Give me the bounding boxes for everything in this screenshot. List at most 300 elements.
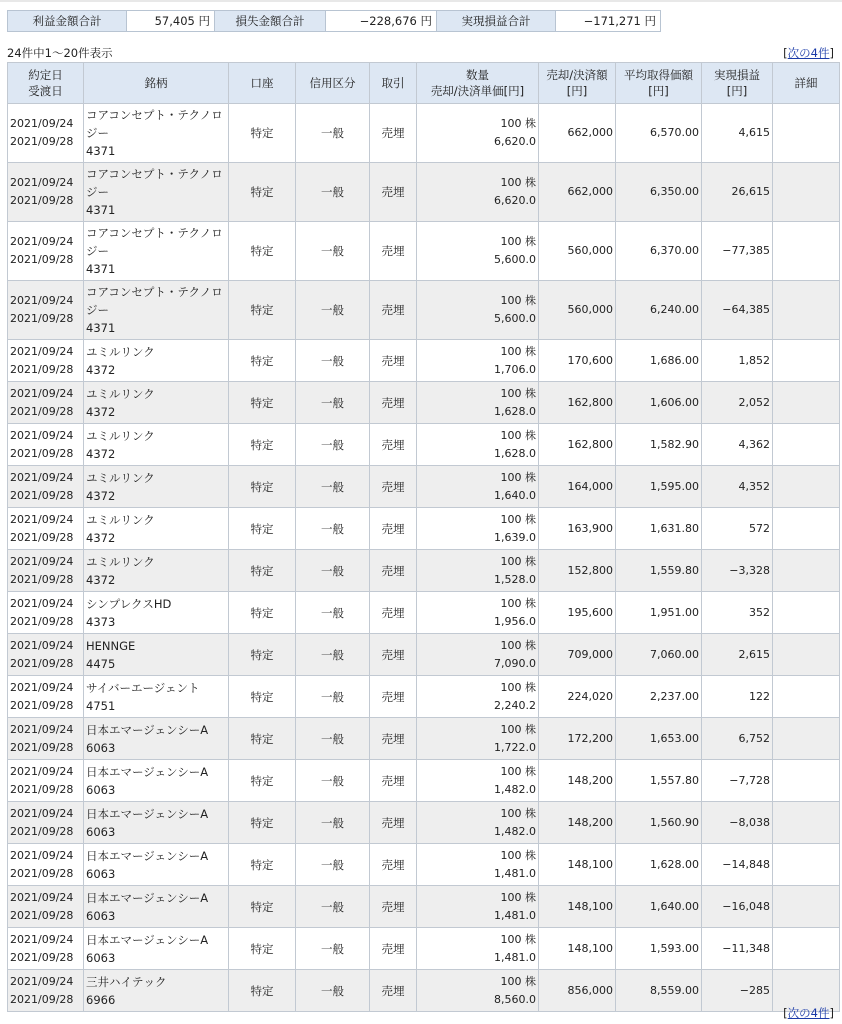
settle-price: 7,090.0 <box>494 656 536 670</box>
trade-date: 2021/09/24 <box>10 235 74 248</box>
quantity: 100 株 <box>500 680 536 694</box>
stock-name: 日本エマージェンシーA <box>86 848 209 863</box>
trade-cell: 売埋 <box>370 163 417 222</box>
settle-date: 2021/09/28 <box>10 824 74 838</box>
detail-cell <box>773 760 840 802</box>
realized-pnl-cell: −285 <box>702 970 773 1012</box>
trade-cell: 売埋 <box>370 466 417 508</box>
quantity: 100 株 <box>500 176 536 189</box>
settle-price: 1,481.0 <box>494 866 536 880</box>
stock-name: ユミルリンク <box>86 470 155 485</box>
account-cell: 特定 <box>229 550 296 592</box>
next-page-link[interactable]: 次の4件 <box>787 46 830 60</box>
stock-code: 4372 <box>86 404 116 419</box>
avg-cost-cell: 1,628.00 <box>616 844 702 886</box>
trade-cell: 売埋 <box>370 340 417 382</box>
col-trade-date: 約定日 受渡日 <box>8 63 84 104</box>
realized-pnl-cell: 4,352 <box>702 466 773 508</box>
avg-cost-cell: 1,640.00 <box>616 886 702 928</box>
trade-date: 2021/09/24 <box>10 974 74 988</box>
account-cell: 特定 <box>229 844 296 886</box>
qty-cell <box>417 592 539 634</box>
quantity: 100 株 <box>500 117 536 130</box>
table-row <box>8 424 840 466</box>
settle-date: 2021/09/28 <box>10 782 74 796</box>
trade-date-cell <box>8 928 84 970</box>
qty-cell <box>417 163 539 222</box>
account-cell: 特定 <box>229 424 296 466</box>
net-total-label: 実現損益合計 <box>437 11 556 32</box>
trade-date: 2021/09/24 <box>10 344 74 358</box>
trade-date: 2021/09/24 <box>10 470 74 484</box>
settle-date: 2021/09/28 <box>10 572 74 586</box>
table-row <box>8 281 840 340</box>
trade-cell: 売埋 <box>370 424 417 466</box>
account-cell: 特定 <box>229 163 296 222</box>
amount-cell: 148,100 <box>539 844 616 886</box>
name-cell <box>84 466 229 508</box>
name-cell <box>84 634 229 676</box>
detail-cell <box>773 466 840 508</box>
credit-cell: 一般 <box>296 760 370 802</box>
account-cell: 特定 <box>229 592 296 634</box>
avg-cost-cell: 1,559.80 <box>616 550 702 592</box>
settle-price: 8,560.0 <box>494 992 536 1006</box>
settle-date: 2021/09/28 <box>10 908 74 922</box>
avg-cost-cell: 1,951.00 <box>616 592 702 634</box>
stock-code: 4371 <box>86 203 116 217</box>
avg-cost-cell: 1,595.00 <box>616 466 702 508</box>
stock-name: コアコンセプト・テクノロジー <box>86 108 223 140</box>
quantity: 100 株 <box>500 344 536 358</box>
name-cell <box>84 281 229 340</box>
table-row <box>8 592 840 634</box>
stock-name: ユミルリンク <box>86 386 155 401</box>
detail-cell <box>773 550 840 592</box>
name-cell <box>84 886 229 928</box>
table-header-row <box>8 63 840 104</box>
table-row <box>8 550 840 592</box>
stock-name: コアコンセプト・テクノロジー <box>86 226 223 258</box>
col-avg-cost: 平均取得価額 [円] <box>616 63 702 104</box>
amount-cell: 195,600 <box>539 592 616 634</box>
stock-name: 日本エマージェンシーA <box>86 722 209 737</box>
name-cell <box>84 718 229 760</box>
trade-date-cell <box>8 508 84 550</box>
settle-price: 1,482.0 <box>494 824 536 838</box>
credit-cell: 一般 <box>296 970 370 1012</box>
stock-code: 4373 <box>86 614 116 629</box>
table-row <box>8 508 840 550</box>
qty-cell <box>417 466 539 508</box>
realized-pnl-cell: 1,852 <box>702 340 773 382</box>
credit-cell: 一般 <box>296 466 370 508</box>
table-row <box>8 886 840 928</box>
col-trade: 取引 <box>370 63 417 104</box>
settle-date: 2021/09/28 <box>10 446 74 460</box>
qty-cell <box>417 970 539 1012</box>
stock-code: 6063 <box>86 740 116 755</box>
trade-cell: 売埋 <box>370 104 417 163</box>
loss-total-label: 損失金額合計 <box>215 11 326 32</box>
trade-history-table <box>7 62 840 1012</box>
quantity: 100 株 <box>500 932 536 946</box>
result-count: 24件中1～20件表示 <box>7 46 113 60</box>
trade-date-cell <box>8 676 84 718</box>
credit-cell: 一般 <box>296 844 370 886</box>
credit-cell: 一般 <box>296 634 370 676</box>
realized-pnl-cell: 122 <box>702 676 773 718</box>
realized-pnl-cell: −64,385 <box>702 281 773 340</box>
trade-date-cell <box>8 163 84 222</box>
quantity: 100 株 <box>500 848 536 862</box>
stock-code: 4372 <box>86 530 116 545</box>
trade-date: 2021/09/24 <box>10 176 74 189</box>
detail-cell <box>773 844 840 886</box>
stock-code: 4372 <box>86 362 116 377</box>
name-cell <box>84 104 229 163</box>
amount-cell: 164,000 <box>539 466 616 508</box>
stock-name: 日本エマージェンシーA <box>86 764 209 779</box>
quantity: 100 株 <box>500 722 536 736</box>
trade-date-cell <box>8 886 84 928</box>
account-cell: 特定 <box>229 676 296 718</box>
settle-price: 1,956.0 <box>494 614 536 628</box>
stock-name: サイバーエージェント <box>86 680 200 695</box>
amount-cell: 662,000 <box>539 163 616 222</box>
trade-date: 2021/09/24 <box>10 722 74 736</box>
avg-cost-cell: 1,606.00 <box>616 382 702 424</box>
table-row <box>8 466 840 508</box>
amount-cell: 560,000 <box>539 281 616 340</box>
trade-cell: 売埋 <box>370 970 417 1012</box>
settle-price: 1,481.0 <box>494 950 536 964</box>
avg-cost-cell: 6,350.00 <box>616 163 702 222</box>
settle-price: 1,528.0 <box>494 572 536 586</box>
qty-cell <box>417 508 539 550</box>
profit-total-value: 57,405 円 <box>127 11 215 32</box>
qty-cell <box>417 802 539 844</box>
account-cell: 特定 <box>229 928 296 970</box>
trade-date-cell <box>8 634 84 676</box>
settle-price: 1,481.0 <box>494 908 536 922</box>
account-cell: 特定 <box>229 886 296 928</box>
amount-cell: 152,800 <box>539 550 616 592</box>
trade-date-cell <box>8 760 84 802</box>
realized-pnl-cell: 352 <box>702 592 773 634</box>
col-name: 銘柄 <box>84 63 229 104</box>
qty-cell <box>417 718 539 760</box>
trade-date-cell <box>8 382 84 424</box>
account-cell: 特定 <box>229 634 296 676</box>
amount-cell: 172,200 <box>539 718 616 760</box>
qty-cell <box>417 222 539 281</box>
detail-cell <box>773 508 840 550</box>
quantity: 100 株 <box>500 806 536 820</box>
settle-price: 5,600.0 <box>494 312 536 325</box>
trade-cell: 売埋 <box>370 634 417 676</box>
quantity: 100 株 <box>500 554 536 568</box>
next-page-link[interactable]: 次の4件 <box>787 1006 830 1020</box>
trade-date-cell <box>8 970 84 1012</box>
stock-name: 日本エマージェンシーA <box>86 806 209 821</box>
settle-price: 1,482.0 <box>494 782 536 796</box>
realized-pnl-cell: −11,348 <box>702 928 773 970</box>
trade-date: 2021/09/24 <box>10 764 74 778</box>
detail-cell <box>773 340 840 382</box>
trade-date-cell <box>8 718 84 760</box>
quantity: 100 株 <box>500 386 536 400</box>
account-cell: 特定 <box>229 281 296 340</box>
name-cell <box>84 676 229 718</box>
detail-cell <box>773 802 840 844</box>
credit-cell: 一般 <box>296 928 370 970</box>
settle-price: 1,640.0 <box>494 488 536 502</box>
account-cell: 特定 <box>229 802 296 844</box>
settle-date: 2021/09/28 <box>10 253 74 266</box>
account-cell: 特定 <box>229 508 296 550</box>
credit-cell: 一般 <box>296 382 370 424</box>
quantity: 100 株 <box>500 294 536 307</box>
quantity: 100 株 <box>500 638 536 652</box>
qty-cell <box>417 760 539 802</box>
amount-cell: 856,000 <box>539 970 616 1012</box>
detail-cell <box>773 634 840 676</box>
trade-date: 2021/09/24 <box>10 596 74 610</box>
settle-price: 6,620.0 <box>494 194 536 207</box>
account-cell: 特定 <box>229 340 296 382</box>
name-cell <box>84 163 229 222</box>
amount-cell: 709,000 <box>539 634 616 676</box>
credit-cell: 一般 <box>296 592 370 634</box>
avg-cost-cell: 1,557.80 <box>616 760 702 802</box>
trade-cell: 売埋 <box>370 592 417 634</box>
quantity: 100 株 <box>500 470 536 484</box>
trade-date: 2021/09/24 <box>10 680 74 694</box>
account-cell: 特定 <box>229 760 296 802</box>
col-amount: 売却/決済額 [円] <box>539 63 616 104</box>
trade-cell: 売埋 <box>370 760 417 802</box>
stock-code: 6966 <box>86 992 116 1007</box>
realized-pnl-cell: −7,728 <box>702 760 773 802</box>
realized-pnl-cell: 26,615 <box>702 163 773 222</box>
quantity: 100 株 <box>500 764 536 778</box>
stock-code: 4475 <box>86 656 116 671</box>
trade-date-cell <box>8 222 84 281</box>
trade-date: 2021/09/24 <box>10 386 74 400</box>
avg-cost-cell: 6,240.00 <box>616 281 702 340</box>
table-row <box>8 970 840 1012</box>
stock-code: 4371 <box>86 321 116 335</box>
settle-date: 2021/09/28 <box>10 530 74 544</box>
trade-date: 2021/09/24 <box>10 117 74 130</box>
quantity: 100 株 <box>500 596 536 610</box>
realized-pnl-cell: 2,052 <box>702 382 773 424</box>
trade-cell: 売埋 <box>370 928 417 970</box>
detail-cell <box>773 718 840 760</box>
trade-date-cell <box>8 466 84 508</box>
amount-cell: 162,800 <box>539 424 616 466</box>
avg-cost-cell: 8,559.00 <box>616 970 702 1012</box>
table-row <box>8 676 840 718</box>
stock-name: コアコンセプト・テクノロジー <box>86 167 223 199</box>
realized-pnl-cell: −3,328 <box>702 550 773 592</box>
settle-price: 1,628.0 <box>494 446 536 460</box>
trade-date-cell <box>8 802 84 844</box>
stock-code: 4372 <box>86 572 116 587</box>
table-row <box>8 222 840 281</box>
name-cell <box>84 802 229 844</box>
amount-cell: 662,000 <box>539 104 616 163</box>
detail-cell <box>773 163 840 222</box>
avg-cost-cell: 1,593.00 <box>616 928 702 970</box>
settle-price: 2,240.2 <box>494 698 536 712</box>
quantity: 100 株 <box>500 890 536 904</box>
stock-code: 6063 <box>86 782 116 797</box>
table-row <box>8 802 840 844</box>
name-cell <box>84 508 229 550</box>
stock-name: コアコンセプト・テクノロジー <box>86 285 223 317</box>
name-cell <box>84 340 229 382</box>
stock-code: 4372 <box>86 488 116 503</box>
quantity: 100 株 <box>500 512 536 526</box>
qty-cell <box>417 550 539 592</box>
name-cell <box>84 760 229 802</box>
table-row <box>8 340 840 382</box>
settle-date: 2021/09/28 <box>10 135 74 148</box>
qty-cell <box>417 382 539 424</box>
credit-cell: 一般 <box>296 676 370 718</box>
trade-date: 2021/09/24 <box>10 512 74 526</box>
trade-date-cell <box>8 550 84 592</box>
stock-code: 4371 <box>86 262 116 276</box>
account-cell: 特定 <box>229 104 296 163</box>
pnl-summary <box>7 10 661 32</box>
stock-code: 6063 <box>86 866 116 881</box>
settle-date: 2021/09/28 <box>10 194 74 207</box>
credit-cell: 一般 <box>296 802 370 844</box>
quantity: 100 株 <box>500 235 536 248</box>
amount-cell: 224,020 <box>539 676 616 718</box>
col-account: 口座 <box>229 63 296 104</box>
top-divider <box>0 0 842 2</box>
table-row <box>8 382 840 424</box>
loss-total-value: −228,676 円 <box>326 11 437 32</box>
net-total-value: −171,271 円 <box>556 11 661 32</box>
trade-date: 2021/09/24 <box>10 428 74 442</box>
settle-price: 1,628.0 <box>494 404 536 418</box>
trade-date-cell <box>8 592 84 634</box>
table-row <box>8 928 840 970</box>
settle-date: 2021/09/28 <box>10 866 74 880</box>
amount-cell: 162,800 <box>539 382 616 424</box>
table-row <box>8 163 840 222</box>
credit-cell: 一般 <box>296 163 370 222</box>
detail-cell <box>773 104 840 163</box>
settle-price: 5,600.0 <box>494 253 536 266</box>
stock-name: 三井ハイテック <box>86 974 167 989</box>
qty-cell <box>417 424 539 466</box>
table-row <box>8 844 840 886</box>
detail-cell <box>773 676 840 718</box>
trade-date-cell <box>8 844 84 886</box>
realized-pnl-cell: 4,362 <box>702 424 773 466</box>
pagination-bottom: [次の4件] <box>783 1006 834 1020</box>
name-cell <box>84 222 229 281</box>
trade-date: 2021/09/24 <box>10 294 74 307</box>
stock-name: ユミルリンク <box>86 428 155 443</box>
trade-date: 2021/09/24 <box>10 932 74 946</box>
amount-cell: 148,200 <box>539 802 616 844</box>
trade-date-cell <box>8 340 84 382</box>
settle-date: 2021/09/28 <box>10 488 74 502</box>
trade-date-cell <box>8 424 84 466</box>
settle-date: 2021/09/28 <box>10 656 74 670</box>
stock-name: HENNGE <box>86 638 136 653</box>
settle-date: 2021/09/28 <box>10 312 74 325</box>
trade-cell: 売埋 <box>370 844 417 886</box>
stock-name: ユミルリンク <box>86 554 155 569</box>
stock-code: 4371 <box>86 144 116 158</box>
avg-cost-cell: 2,237.00 <box>616 676 702 718</box>
trade-cell: 売埋 <box>370 676 417 718</box>
detail-cell <box>773 281 840 340</box>
settle-date: 2021/09/28 <box>10 614 74 628</box>
realized-pnl-cell: 6,752 <box>702 718 773 760</box>
name-cell <box>84 592 229 634</box>
qty-cell <box>417 928 539 970</box>
stock-code: 6063 <box>86 950 116 965</box>
amount-cell: 170,600 <box>539 340 616 382</box>
trade-cell: 売埋 <box>370 508 417 550</box>
realized-pnl-cell: −16,048 <box>702 886 773 928</box>
name-cell <box>84 424 229 466</box>
qty-cell <box>417 281 539 340</box>
trade-date: 2021/09/24 <box>10 638 74 652</box>
qty-cell <box>417 634 539 676</box>
credit-cell: 一般 <box>296 424 370 466</box>
trade-cell: 売埋 <box>370 222 417 281</box>
avg-cost-cell: 7,060.00 <box>616 634 702 676</box>
stock-name: ユミルリンク <box>86 344 155 359</box>
detail-cell <box>773 424 840 466</box>
account-cell: 特定 <box>229 382 296 424</box>
trade-date: 2021/09/24 <box>10 848 74 862</box>
table-row <box>8 634 840 676</box>
amount-cell: 148,200 <box>539 760 616 802</box>
table-row <box>8 718 840 760</box>
name-cell <box>84 844 229 886</box>
avg-cost-cell: 6,370.00 <box>616 222 702 281</box>
credit-cell: 一般 <box>296 718 370 760</box>
settle-date: 2021/09/28 <box>10 404 74 418</box>
credit-cell: 一般 <box>296 340 370 382</box>
trade-cell: 売埋 <box>370 886 417 928</box>
trade-date: 2021/09/24 <box>10 806 74 820</box>
stock-code: 6063 <box>86 824 116 839</box>
realized-pnl-cell: 572 <box>702 508 773 550</box>
settle-price: 1,722.0 <box>494 740 536 754</box>
settle-date: 2021/09/28 <box>10 950 74 964</box>
qty-cell <box>417 886 539 928</box>
name-cell <box>84 970 229 1012</box>
avg-cost-cell: 1,653.00 <box>616 718 702 760</box>
trade-cell: 売埋 <box>370 550 417 592</box>
credit-cell: 一般 <box>296 550 370 592</box>
realized-pnl-cell: −77,385 <box>702 222 773 281</box>
settle-date: 2021/09/28 <box>10 362 74 376</box>
credit-cell: 一般 <box>296 281 370 340</box>
